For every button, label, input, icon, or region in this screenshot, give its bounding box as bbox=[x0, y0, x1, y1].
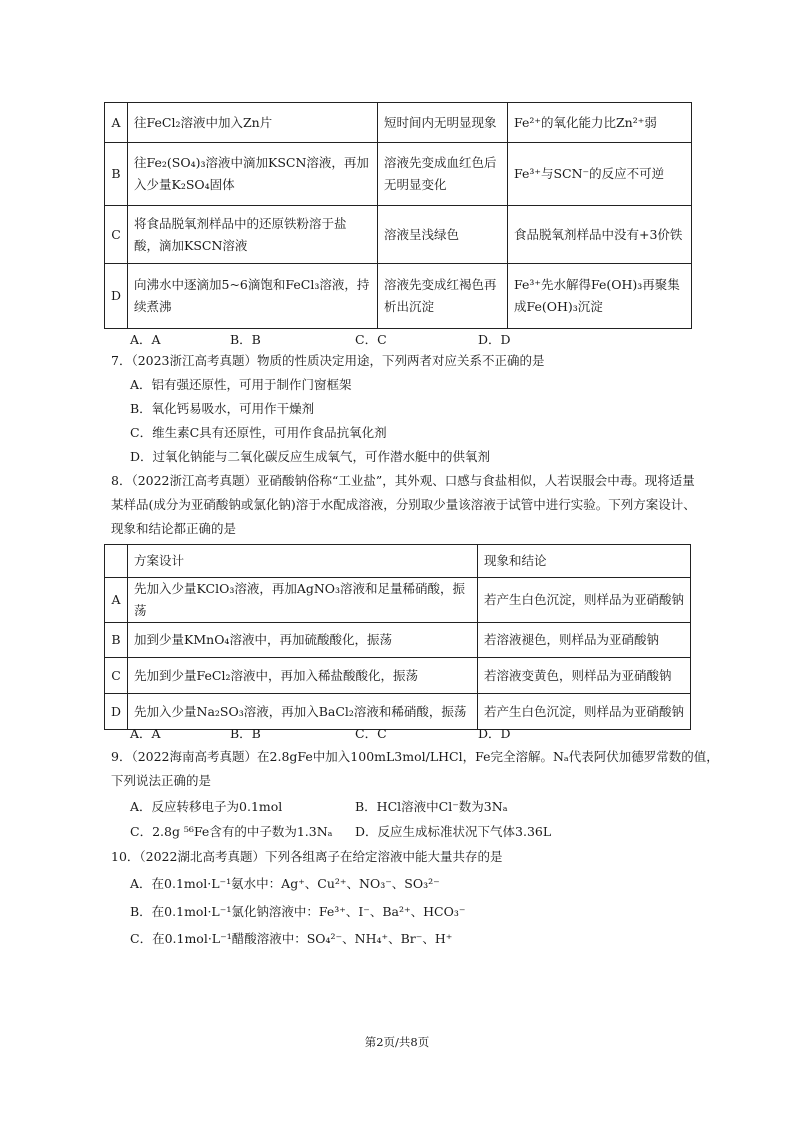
phenomenon-cell: 溶液先变成红褐色再析出沉淀 bbox=[378, 264, 508, 329]
answer-option[interactable]: A．A bbox=[130, 726, 161, 741]
phenomenon-cell: 溶液先变成血红色后无明显变化 bbox=[378, 143, 508, 206]
answer-options-q6 bbox=[0, 330, 794, 348]
result-cell: 若溶液褪色，则样品为亚硝酸钠 bbox=[478, 623, 691, 658]
question-10-option[interactable]: B．在0.1mol·L⁻¹氯化钠溶液中：Fe³⁺、I⁻、Ba²⁺、HCO₃⁻ bbox=[130, 904, 466, 919]
answer-options-q8 bbox=[0, 724, 794, 742]
phenomenon-cell: 短时间内无明显现象 bbox=[378, 103, 508, 143]
table-row bbox=[105, 658, 691, 694]
question-10-option[interactable]: A．在0.1mol·L⁻¹氨水中：Ag⁺、Cu²⁺、NO₃⁻、SO₃²⁻ bbox=[130, 876, 440, 891]
question-7-option[interactable]: D．过氧化钠能与二氧化碳反应生成氧气，可作潜水艇中的供氧剂 bbox=[130, 449, 491, 464]
result-cell: 若产生白色沉淀，则样品为亚硝酸钠 bbox=[478, 694, 691, 730]
row-label: D bbox=[105, 694, 128, 730]
conclusion-cell: 食品脱氧剂样品中没有+3价铁 bbox=[508, 206, 692, 264]
conclusion-cell: Fe³⁺先水解得Fe(OH)₃再聚集成Fe(OH)₃沉淀 bbox=[508, 264, 692, 329]
question-8-stem: 某样品(成分为亚硝酸钠或氯化钠)溶于水配成溶液，分别取少量该溶液于试管中进行实验。下列方案设计、 bbox=[111, 497, 696, 512]
table-row bbox=[105, 103, 692, 143]
design-cell: 先加入少量KClO₃溶液，再加AgNO₃溶液和足量稀硝酸，振荡 bbox=[128, 578, 478, 623]
question-10-option[interactable]: C．在0.1mol·L⁻¹醋酸溶液中：SO₄²⁻、NH₄⁺、Br⁻、H⁺ bbox=[130, 931, 453, 946]
answer-option[interactable]: D．D bbox=[478, 726, 511, 741]
table-row bbox=[105, 143, 692, 206]
table-q6 bbox=[104, 102, 692, 329]
operation-cell: 将食品脱氧剂样品中的还原铁粉溶于盐酸，滴加KSCN溶液 bbox=[128, 206, 378, 264]
answer-option[interactable]: B．B bbox=[230, 332, 261, 347]
row-label: A bbox=[105, 103, 128, 143]
question-9-option[interactable]: D．反应生成标准状况下气体3.36L bbox=[355, 824, 552, 839]
table-row bbox=[105, 264, 692, 329]
row-label: C bbox=[105, 206, 128, 264]
conclusion-cell: Fe³⁺与SCN⁻的反应不可逆 bbox=[508, 143, 692, 206]
question-7-option[interactable]: A．铝有强还原性，可用于制作门窗框架 bbox=[130, 377, 352, 392]
table-row bbox=[105, 623, 691, 658]
operation-cell: 向沸水中逐滴加5~6滴饱和FeCl₃溶液，持续煮沸 bbox=[128, 264, 378, 329]
question-7-stem: 7．（2023浙江高考真题）物质的性质决定用途，下列两者对应关系不正确的是 bbox=[111, 353, 545, 368]
question-9-option[interactable]: B．HCl溶液中Cl⁻数为3Nₐ bbox=[355, 799, 508, 814]
question-9-stem: 下列说法正确的是 bbox=[111, 773, 212, 788]
answer-option[interactable]: B．B bbox=[230, 726, 261, 741]
operation-cell: 往Fe₂(SO₄)₃溶液中滴加KSCN溶液，再加入少量K₂SO₄固体 bbox=[128, 143, 378, 206]
question-8-stem: 现象和结论都正确的是 bbox=[111, 521, 237, 536]
phenomenon-cell: 溶液呈浅绿色 bbox=[378, 206, 508, 264]
result-cell: 若产生白色沉淀，则样品为亚硝酸钠 bbox=[478, 578, 691, 623]
row-label: B bbox=[105, 143, 128, 206]
question-7-option[interactable]: B．氧化钙易吸水，可用作干燥剂 bbox=[130, 401, 315, 416]
table-header-row bbox=[105, 545, 691, 578]
question-9-option[interactable]: C．2.8g ⁵⁶Fe含有的中子数为1.3Nₐ bbox=[130, 824, 333, 839]
conclusion-cell: Fe²⁺的氧化能力比Zn²⁺弱 bbox=[508, 103, 692, 143]
question-7-option[interactable]: C．维生素C具有还原性，可用作食品抗氧化剂 bbox=[130, 425, 387, 440]
question-9-stem: 9．（2022海南高考真题）在2.8gFe中加入100mL3mol/LHCl，Fe完全溶解。Nₐ代表阿伏加德罗常数的值， bbox=[111, 749, 719, 764]
answer-option[interactable]: A．A bbox=[130, 332, 161, 347]
question-8-stem: 8．（2022浙江高考真题）亚硝酸钠俗称“工业盐”，其外观、口感与食盐相似，人若误服会中毒。现将适量 bbox=[111, 473, 695, 488]
operation-cell: 往FeCl₂溶液中加入Zn片 bbox=[128, 103, 378, 143]
design-cell: 先加到少量FeCl₂溶液中，再加入稀盐酸酸化，振荡 bbox=[128, 658, 478, 694]
answer-option[interactable]: D．D bbox=[478, 332, 511, 347]
column-header-design: 方案设计 bbox=[128, 545, 478, 578]
row-label: C bbox=[105, 658, 128, 694]
question-9-option[interactable]: A．反应转移电子为0.1mol bbox=[130, 799, 283, 814]
design-cell: 先加入少量Na₂SO₃溶液，再加入BaCl₂溶液和稀硝酸，振荡 bbox=[128, 694, 478, 730]
row-label: B bbox=[105, 623, 128, 658]
row-label: D bbox=[105, 264, 128, 329]
result-cell: 若溶液变黄色，则样品为亚硝酸钠 bbox=[478, 658, 691, 694]
question-10-stem: 10．（2022湖北高考真题）下列各组离子在给定溶液中能大量共存的是 bbox=[111, 849, 503, 864]
column-header-result: 现象和结论 bbox=[478, 545, 691, 578]
row-label: A bbox=[105, 578, 128, 623]
answer-option[interactable]: C．C bbox=[355, 726, 387, 741]
table-q8 bbox=[104, 544, 691, 730]
table-row bbox=[105, 206, 692, 264]
design-cell: 加到少量KMnO₄溶液中，再加硫酸酸化，振荡 bbox=[128, 623, 478, 658]
table-row bbox=[105, 578, 691, 623]
page-number: 第2页/共8页 bbox=[364, 1035, 430, 1049]
answer-option[interactable]: C．C bbox=[355, 332, 387, 347]
